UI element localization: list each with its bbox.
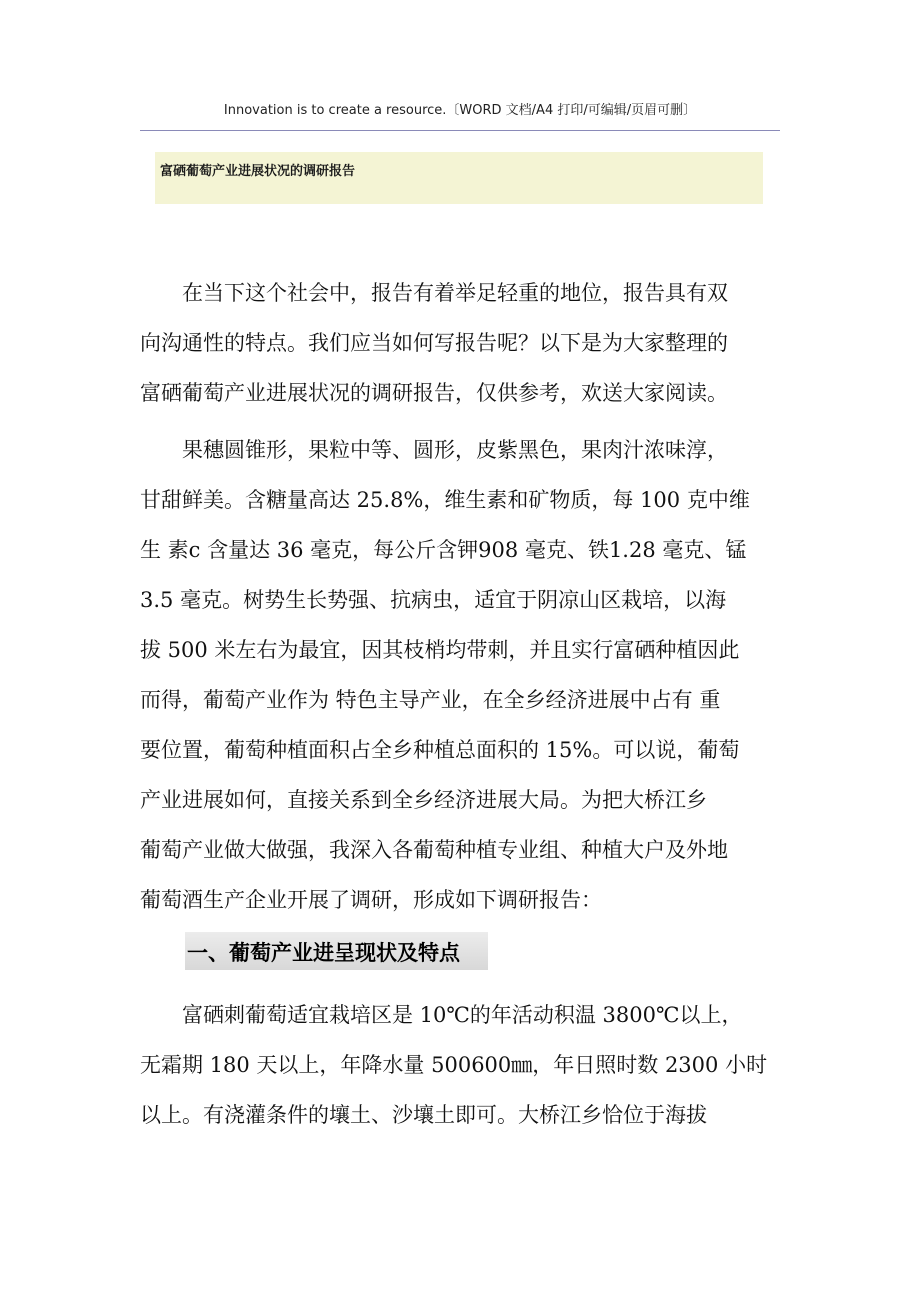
document-title: 富硒葡萄产业进展状况的调研报告	[160, 164, 356, 179]
body-paragraph	[140, 425, 792, 925]
header-divider	[140, 130, 780, 131]
intro-paragraph	[140, 268, 792, 418]
page-header: Innovation is to create a resource.〔WORD 文档/A4 打印/可编辑/页眉可删〕	[223, 103, 697, 118]
text-line: 以上。有浇灌条件的壤土、沙壤土即可。大桥江乡恰位于海拔	[140, 1103, 707, 1127]
text-line: 果穗圆锥形，果粒中等、圆形，皮紫黑色，果肉汁浓味淳，	[140, 438, 728, 462]
text-line: 甘甜鲜美。含糖量高达 25.8%，维生素和矿物质，每 100 克中维	[140, 488, 750, 512]
text-line: 生 素c 含量达 36 毫克，每公斤含钾908 毫克、铁1.28 毫克、锰	[140, 538, 747, 562]
text-line: 葡萄产业做大做强，我深入各葡萄种植专业组、种植大户及外地	[140, 838, 728, 862]
text-line: 向沟通性的特点。我们应当如何写报告呢？以下是为大家整理的	[140, 331, 728, 355]
section-heading: 一、葡萄产业进呈现状及特点	[187, 941, 460, 965]
text-line: 富硒葡萄产业进展状况的调研报告，仅供参考，欢送大家阅读。	[140, 381, 728, 405]
text-line: 无霜期 180 天以上，年降水量 500600㎜，年日照时数 2300 小时	[140, 1053, 768, 1077]
title-banner	[155, 152, 763, 204]
text-line: 富硒刺葡萄适宜栽培区是 10℃的年活动积温 3800℃以上，	[140, 1003, 743, 1027]
text-line: 拔 500 米左右为最宜，因其枝梢均带刺，并且实行富硒种植因此	[140, 638, 740, 662]
text-line: 葡萄酒生产企业开展了调研，形成如下调研报告：	[140, 888, 602, 912]
text-line: 产业进展如何，直接关系到全乡经济进展大局。为把大桥江乡	[140, 788, 707, 812]
text-line: 在当下这个社会中，报告有着举足轻重的地位，报告具有双	[140, 281, 728, 305]
text-line: 3.5 毫克。树势生长势强、抗病虫，适宜于阴凉山区栽培，以海	[140, 588, 727, 612]
section-paragraph	[140, 990, 792, 1140]
text-line: 要位置，葡萄种植面积占全乡种植总面积的 15%。可以说，葡萄	[140, 738, 740, 762]
section-heading-banner	[185, 932, 488, 970]
text-line: 而得，葡萄产业作为 特色主导产业，在全乡经济进展中占有 重	[140, 688, 721, 712]
